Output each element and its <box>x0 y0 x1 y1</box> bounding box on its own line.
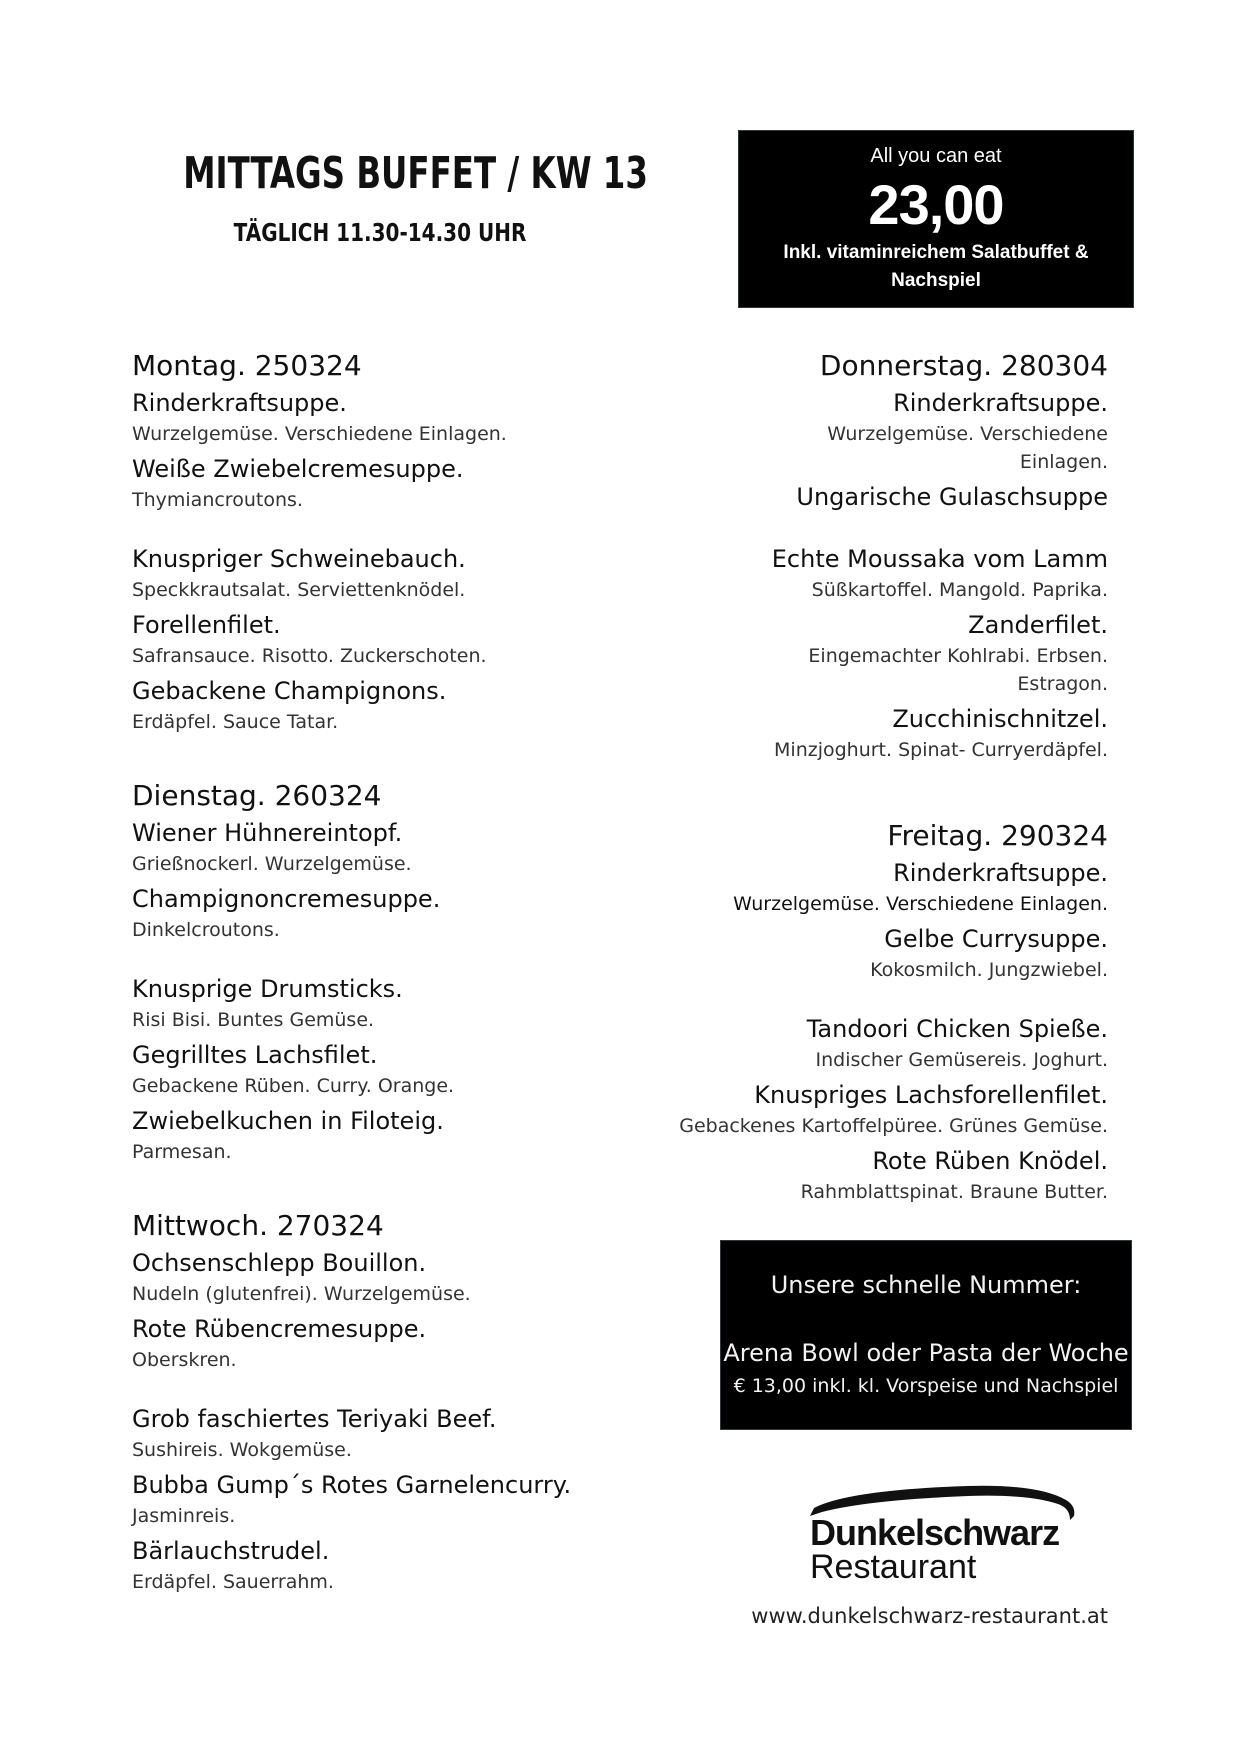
soup-group <box>548 386 1108 514</box>
restaurant-logo <box>790 1456 1100 1606</box>
dish-description: Süßkartoffel. Mangold. Paprika. <box>811 579 1108 601</box>
main-group <box>132 1402 692 1596</box>
dish-description: Speckkrautsalat. Serviettenknödel. <box>132 579 466 601</box>
dish-name: Bärlauchstrudel. <box>132 1537 330 1565</box>
dish-name: Rinderkraftsuppe. <box>132 389 347 417</box>
dish-description: Grießnockerl. Wurzelgemüse. <box>132 853 412 875</box>
dish-description: Safransauce. Risotto. Zuckerschoten. <box>132 645 487 667</box>
quick-offer-price: € 13,00 inkl. kl. Vorspeise und Nachspiel <box>733 1375 1119 1397</box>
main-group <box>548 1012 1108 1206</box>
dish-name: Grob faschiertes Teriyaki Beef. <box>132 1405 497 1433</box>
logo-subtitle: Restaurant <box>810 1548 977 1586</box>
dish-description: Wurzelgemüse. Verschiedene Einlagen. <box>733 893 1108 915</box>
soup-group <box>548 856 1108 984</box>
dish-description: Erdäpfel. Sauerrahm. <box>132 1571 334 1593</box>
day-wednesday <box>132 1206 692 1596</box>
all-you-can-eat-box <box>738 130 1134 308</box>
dish-description: Indischer Gemüsereis. Joghurt. <box>815 1049 1108 1071</box>
dish-name: Rote Rübencremesuppe. <box>132 1315 427 1343</box>
quick-offer-name: Arena Bowl oder Pasta der Woche <box>723 1339 1129 1367</box>
dish-name: Zanderfilet. <box>968 611 1108 639</box>
dish-description: Wurzelgemüse. Verschiedene Einlagen. <box>827 423 1108 473</box>
dish-description: Thymiancroutons. <box>132 489 303 511</box>
dish-description: Gebackene Rüben. Curry. Orange. <box>132 1075 455 1097</box>
dish-name: Wiener Hühnereintopf. <box>132 819 403 847</box>
opening-hours: TÄGLICH 11.30-14.30 UHR <box>233 218 527 247</box>
day-title: Mittwoch. 270324 <box>132 1209 384 1242</box>
dish-name: Gelbe Currysuppe. <box>884 925 1108 953</box>
dish-name: Forellenfilet. <box>132 611 281 639</box>
dish-name: Knuspriger Schweinebauch. <box>132 545 466 573</box>
day-friday <box>548 816 1108 1206</box>
dish-name: Bubba Gump´s Rotes Garnelencurry. <box>132 1471 572 1499</box>
dish-name: Knuspriges Lachsforellenfilet. <box>754 1081 1108 1109</box>
main-group <box>548 542 1108 764</box>
day-title: Montag. 250324 <box>132 349 362 382</box>
dish-description: Parmesan. <box>132 1141 232 1163</box>
dish-description: Gebackenes Kartoffelpüree. Grünes Gemüse. <box>679 1115 1108 1137</box>
dish-description: Erdäpfel. Sauce Tatar. <box>132 711 339 733</box>
dish-description: Sushireis. Wokgemüse. <box>132 1439 352 1461</box>
promo-note: Inkl. vitaminreichem Salatbuffet & Nachspiel <box>783 242 1089 291</box>
dish-description: Risi Bisi. Buntes Gemüse. <box>132 1009 375 1031</box>
dish-name: Gebackene Champignons. <box>132 677 447 705</box>
dish-name: Rinderkraftsuppe. <box>893 389 1108 417</box>
dish-name: Knusprige Drumsticks. <box>132 975 403 1003</box>
dish-name: Rinderkraftsuppe. <box>893 859 1108 887</box>
day-title: Donnerstag. 280304 <box>819 349 1108 382</box>
dish-name: Gegrilltes Lachsfilet. <box>132 1041 378 1069</box>
quick-offer-box <box>720 1240 1132 1430</box>
day-thursday <box>548 346 1108 764</box>
dish-description: Wurzelgemüse. Verschiedene Einlagen. <box>132 423 507 445</box>
soup-group <box>132 1246 692 1374</box>
right-column <box>548 346 1108 1246</box>
day-title: Freitag. 290324 <box>887 819 1108 852</box>
dish-name: Weiße Zwiebelcremesuppe. <box>132 455 464 483</box>
dish-description: Minzjoghurt. Spinat- Curryerdäpfel. <box>774 739 1108 761</box>
dish-description: Rahmblattspinat. Braune Butter. <box>800 1181 1108 1203</box>
dish-description: Nudeln (glutenfrei). Wurzelgemüse. <box>132 1283 471 1305</box>
dish-name: Tandoori Chicken Spieße. <box>806 1015 1108 1043</box>
dish-description: Dinkelcroutons. <box>132 919 280 941</box>
dish-name: Echte Moussaka vom Lamm <box>771 545 1108 573</box>
dish-description: Eingemachter Kohlrabi. Erbsen. Estragon. <box>808 645 1108 695</box>
dish-name: Ochsenschlepp Bouillon. <box>132 1249 427 1277</box>
menu-title: MITTAGS BUFFET / KW 13 <box>183 148 648 199</box>
dish-name: Rote Rüben Knödel. <box>872 1147 1108 1175</box>
dish-description: Jasminreis. <box>132 1505 236 1527</box>
dish-name: Zwiebelkuchen in Filoteig. <box>132 1107 444 1135</box>
promo-label: All you can eat <box>870 145 1002 167</box>
dish-name: Zucchinischnitzel. <box>892 705 1108 733</box>
dish-name: Ungarische Gulaschsuppe <box>796 483 1108 511</box>
dish-name: Champignoncremesuppe. <box>132 885 441 913</box>
logo-name: Dunkelschwarz <box>810 1512 1060 1553</box>
website-link[interactable]: www.dunkelschwarz-restaurant.at <box>751 1604 1108 1628</box>
dish-description: Kokosmilch. Jungzwiebel. <box>870 959 1108 981</box>
promo-price: 23,00 <box>868 173 1004 236</box>
day-title: Dienstag. 260324 <box>132 779 382 812</box>
quick-offer-heading: Unsere schnelle Nummer: <box>770 1271 1082 1299</box>
dish-description: Oberskren. <box>132 1349 237 1371</box>
